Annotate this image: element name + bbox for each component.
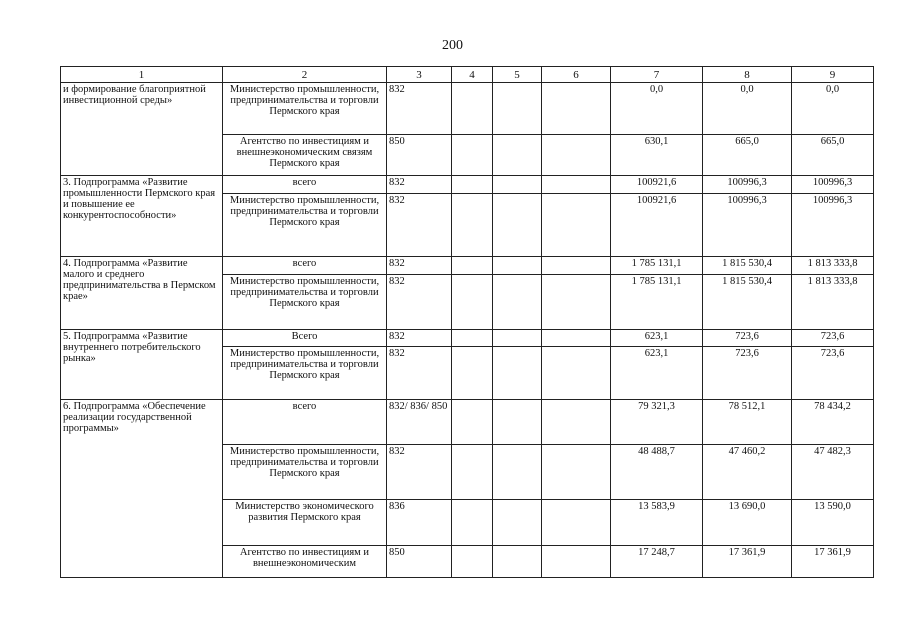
column-number: 9: [792, 67, 874, 83]
empty-cell: [542, 445, 611, 500]
value-col-8: 47 460,2: [703, 445, 792, 500]
program-name: 3. Подпрограмма «Развитие промышленности Пермского края и повышение ее конкурентоспособности»: [61, 176, 223, 257]
executor-name: Министерство промышленности, предпринимательства и торговли Пермского края: [223, 83, 387, 135]
empty-cell: [542, 500, 611, 546]
table-row: [61, 176, 874, 194]
value-col-7: 1 785 131,1: [611, 257, 703, 275]
table-row: [61, 83, 874, 135]
value-col-9: 1 813 333,8: [792, 275, 874, 330]
table-row: [61, 257, 874, 275]
value-col-9: 723,6: [792, 347, 874, 400]
value-col-8: 0,0: [703, 83, 792, 135]
value-col-8: 1 815 530,4: [703, 275, 792, 330]
empty-cell: [493, 400, 542, 445]
empty-cell: [452, 176, 493, 194]
empty-cell: [542, 176, 611, 194]
executor-name: всего: [223, 400, 387, 445]
value-col-7: 13 583,9: [611, 500, 703, 546]
empty-cell: [493, 176, 542, 194]
empty-cell: [542, 257, 611, 275]
budget-code: 832: [387, 194, 452, 257]
column-number: 8: [703, 67, 792, 83]
empty-cell: [452, 83, 493, 135]
empty-cell: [452, 330, 493, 347]
value-col-9: 47 482,3: [792, 445, 874, 500]
budget-code: 832: [387, 257, 452, 275]
column-number: 5: [493, 67, 542, 83]
value-col-7: 630,1: [611, 135, 703, 176]
value-col-9: 78 434,2: [792, 400, 874, 445]
value-col-9: 665,0: [792, 135, 874, 176]
program-name: 5. Подпрограмма «Развитие внутреннего потребительского рынка»: [61, 330, 223, 400]
value-col-7: 17 248,7: [611, 546, 703, 578]
empty-cell: [542, 83, 611, 135]
column-number: 4: [452, 67, 493, 83]
empty-cell: [542, 194, 611, 257]
value-col-8: 665,0: [703, 135, 792, 176]
empty-cell: [452, 135, 493, 176]
value-col-9: 13 590,0: [792, 500, 874, 546]
empty-cell: [542, 330, 611, 347]
empty-cell: [493, 330, 542, 347]
value-col-7: 623,1: [611, 347, 703, 400]
empty-cell: [452, 275, 493, 330]
value-col-8: 13 690,0: [703, 500, 792, 546]
empty-cell: [493, 546, 542, 578]
empty-cell: [452, 445, 493, 500]
empty-cell: [493, 275, 542, 330]
empty-cell: [493, 135, 542, 176]
budget-code: 850: [387, 546, 452, 578]
column-number: 6: [542, 67, 611, 83]
budget-code: 832: [387, 445, 452, 500]
executor-name: Всего: [223, 330, 387, 347]
value-col-7: 100921,6: [611, 176, 703, 194]
executor-name: всего: [223, 257, 387, 275]
empty-cell: [452, 194, 493, 257]
empty-cell: [493, 500, 542, 546]
value-col-7: 623,1: [611, 330, 703, 347]
value-col-7: 48 488,7: [611, 445, 703, 500]
budget-code: 836: [387, 500, 452, 546]
empty-cell: [542, 275, 611, 330]
value-col-8: 100996,3: [703, 176, 792, 194]
empty-cell: [542, 135, 611, 176]
empty-cell: [452, 400, 493, 445]
value-col-8: 1 815 530,4: [703, 257, 792, 275]
value-col-9: 17 361,9: [792, 546, 874, 578]
empty-cell: [452, 257, 493, 275]
empty-cell: [493, 445, 542, 500]
executor-name: всего: [223, 176, 387, 194]
value-col-9: 100996,3: [792, 194, 874, 257]
executor-name: Министерство промышленности, предпринимательства и торговли Пермского края: [223, 445, 387, 500]
column-number-row: [61, 67, 874, 83]
empty-cell: [452, 546, 493, 578]
budget-code: 832/ 836/ 850: [387, 400, 452, 445]
column-number: 7: [611, 67, 703, 83]
empty-cell: [493, 83, 542, 135]
value-col-8: 723,6: [703, 330, 792, 347]
empty-cell: [542, 400, 611, 445]
value-col-7: 1 785 131,1: [611, 275, 703, 330]
page-number: 200: [442, 38, 463, 53]
executor-name: Министерство промышленности, предпринимательства и торговли Пермского края: [223, 347, 387, 400]
value-col-9: 0,0: [792, 83, 874, 135]
executor-name: Министерство экономического развития Пермского края: [223, 500, 387, 546]
value-col-8: 78 512,1: [703, 400, 792, 445]
empty-cell: [493, 194, 542, 257]
budget-table: [60, 66, 874, 578]
empty-cell: [452, 500, 493, 546]
table-row: [61, 330, 874, 347]
empty-cell: [493, 257, 542, 275]
value-col-8: 17 361,9: [703, 546, 792, 578]
column-number: 1: [61, 67, 223, 83]
empty-cell: [542, 347, 611, 400]
value-col-8: 100996,3: [703, 194, 792, 257]
budget-code: 832: [387, 83, 452, 135]
value-col-8: 723,6: [703, 347, 792, 400]
program-name: 4. Подпрограмма «Развитие малого и среднего предпринимательства в Пермском крае»: [61, 257, 223, 330]
empty-cell: [542, 546, 611, 578]
executor-name: Министерство промышленности, предпринимательства и торговли Пермского края: [223, 194, 387, 257]
executor-name: Министерство промышленности, предпринимательства и торговли Пермского края: [223, 275, 387, 330]
program-name: 6. Подпрограмма «Обеспечение реализации государственной программы»: [61, 400, 223, 578]
budget-code: 832: [387, 330, 452, 347]
executor-name: Агентство по инвестициям и внешнеэкономическим связям Пермского края: [223, 135, 387, 176]
column-number: 2: [223, 67, 387, 83]
value-col-9: 100996,3: [792, 176, 874, 194]
budget-code: 850: [387, 135, 452, 176]
value-col-7: 79 321,3: [611, 400, 703, 445]
empty-cell: [493, 347, 542, 400]
value-col-9: 723,6: [792, 330, 874, 347]
budget-code: 832: [387, 347, 452, 400]
budget-code: 832: [387, 275, 452, 330]
value-col-7: 0,0: [611, 83, 703, 135]
value-col-9: 1 813 333,8: [792, 257, 874, 275]
empty-cell: [452, 347, 493, 400]
column-number: 3: [387, 67, 452, 83]
value-col-7: 100921,6: [611, 194, 703, 257]
executor-name: Агентство по инвестициям и внешнеэкономическим: [223, 546, 387, 578]
budget-code: 832: [387, 176, 452, 194]
program-name: и формирование благоприятной инвестиционной среды»: [61, 83, 223, 176]
table-row: [61, 400, 874, 445]
